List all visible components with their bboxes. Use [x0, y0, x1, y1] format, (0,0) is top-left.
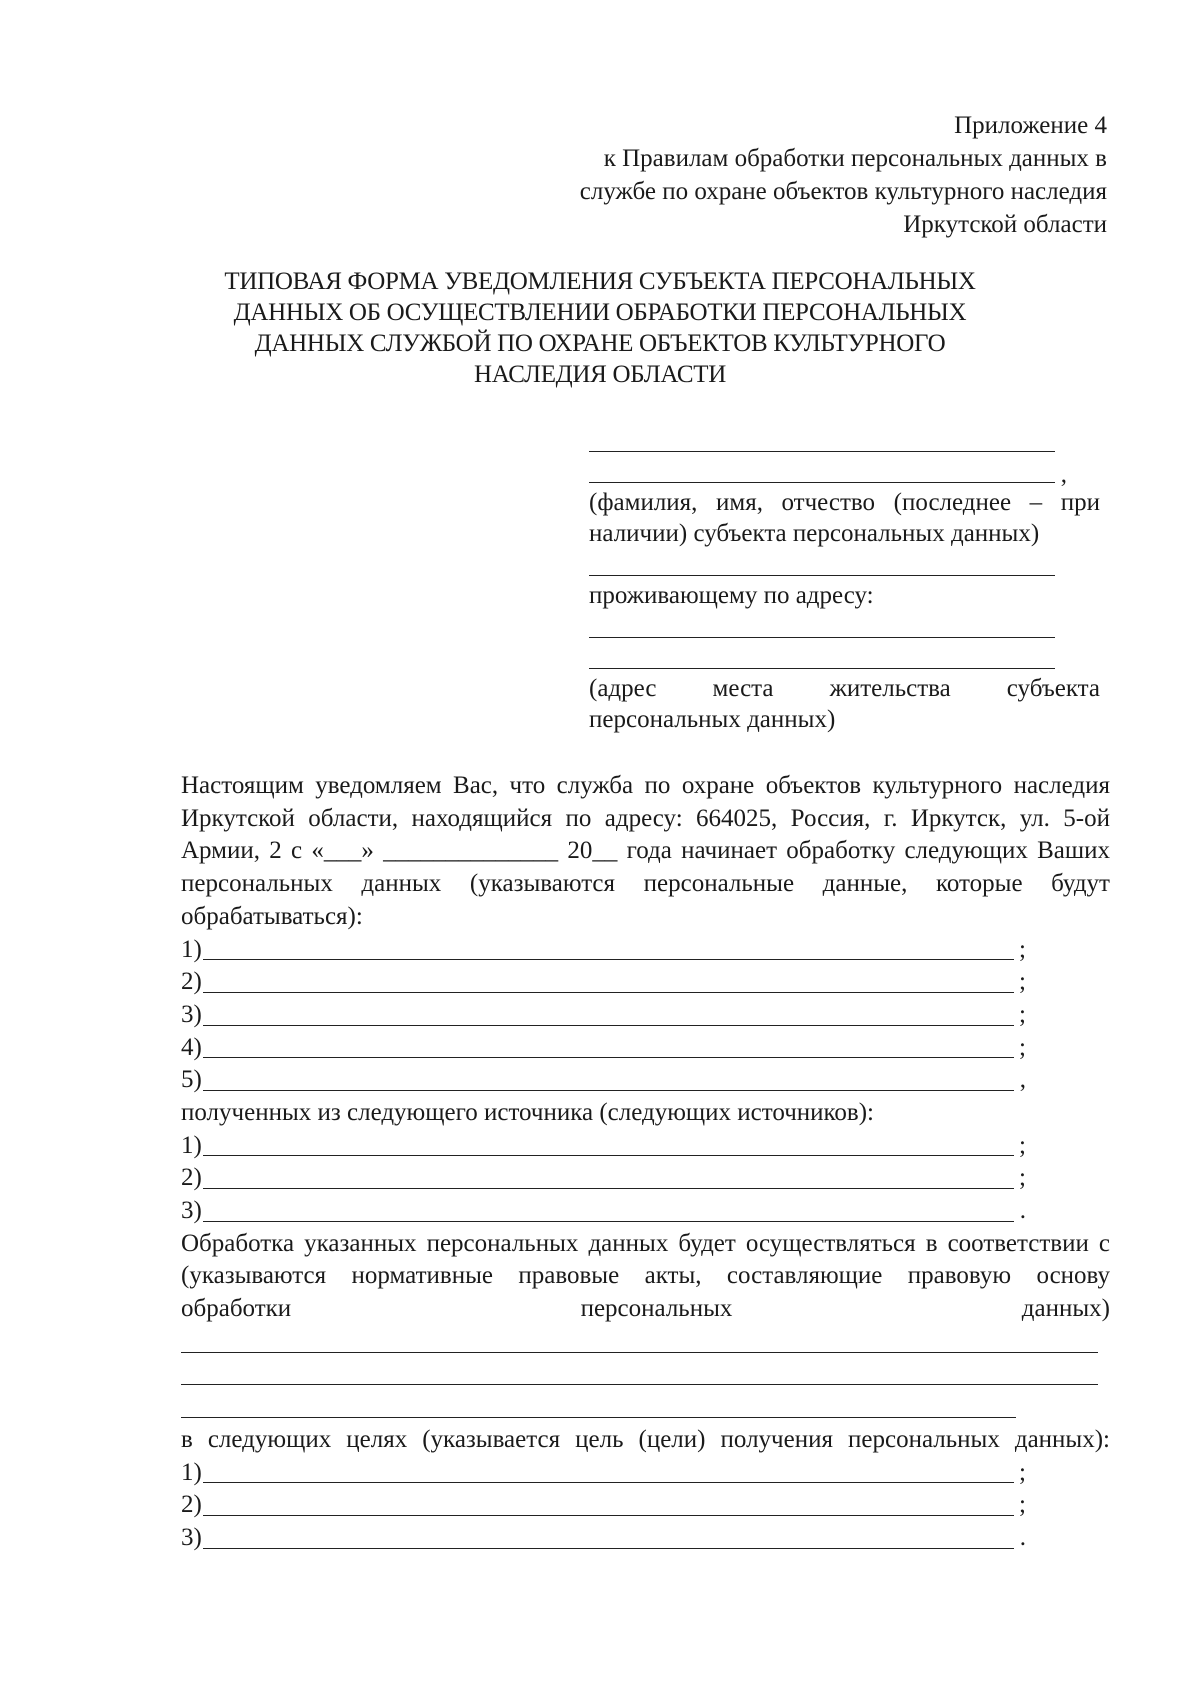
title-line-1: ТИПОВАЯ ФОРМА УВЕДОМЛЕНИЯ СУБЪЕКТА ПЕРСОНАЛЬНЫХ	[224, 268, 976, 295]
purpose-item-punctuation: .	[1019, 1523, 1026, 1551]
notice-paragraph: Настоящим уведомляем Вас, что служба по охране объектов культурного наследия Иркутской области, находящийся по адресу: 664025, Россия, г. Иркутск, ул. 5-ой Армии, 2 с «___» ______________ 20__ года начинает обработку следующих Ваших персональных данных (указываются персональные данные, которые будут обрабатываться):	[181, 772, 1110, 930]
name-caption-line-1: (фамилия, имя, отчество (последнее – при	[589, 489, 1100, 516]
personal-data-item-number: 3)	[181, 1000, 202, 1028]
purpose-item-2[interactable]	[181, 1489, 1026, 1522]
title-line-3: ДАННЫХ СЛУЖБОЙ ПО ОХРАНЕ ОБЪЕКТОВ КУЛЬТУРНОГО	[254, 330, 946, 357]
personal-data-item-1[interactable]	[181, 934, 1026, 967]
purpose-item-1[interactable]	[181, 1457, 1026, 1490]
blank-line	[203, 1155, 1014, 1156]
purposes-list	[181, 1457, 1110, 1555]
title-line-4: НАСЛЕДИЯ ОБЛАСТИ	[474, 361, 726, 388]
blank-line	[589, 482, 1055, 483]
personal-data-item-punctuation: ;	[1019, 1033, 1026, 1061]
blank-line	[589, 637, 1055, 638]
title-line-2: ДАННЫХ ОБ ОСУЩЕСТВЛЕНИИ ОБРАБОТКИ ПЕРСОНАЛЬНЫХ	[233, 299, 967, 326]
blank-line	[203, 1482, 1014, 1483]
address-caption-line-2: персональных данных)	[589, 706, 836, 733]
purposes-label: в следующих целях (указывается цель (цели) получения персональных данных):	[181, 1425, 1110, 1453]
source-item-punctuation: .	[1019, 1197, 1026, 1225]
name-field-2[interactable]	[589, 456, 1067, 487]
appendix-header	[407, 109, 1107, 241]
document-title	[195, 266, 1005, 390]
notice-body	[181, 770, 1110, 1555]
personal-data-item-number: 5)	[181, 1066, 202, 1094]
legal-basis-field-3[interactable]	[181, 1391, 1016, 1424]
personal-data-item-5[interactable]	[181, 1064, 1026, 1097]
purpose-item-punctuation: ;	[1019, 1491, 1026, 1519]
blank-line	[181, 1417, 1016, 1418]
purpose-item-3[interactable]	[181, 1522, 1026, 1555]
source-item-2[interactable]	[181, 1162, 1026, 1195]
source-item-punctuation: ;	[1019, 1164, 1026, 1192]
blank-line	[589, 451, 1055, 452]
blank-line	[203, 992, 1014, 993]
legal-basis-field-1[interactable]	[181, 1326, 1098, 1359]
blank-line	[203, 1548, 1014, 1549]
source-item-1[interactable]	[181, 1130, 1026, 1163]
blank-line	[203, 1057, 1014, 1058]
name-field-comma: ,	[1060, 461, 1067, 488]
personal-data-item-number: 1)	[181, 935, 202, 963]
blank-line	[203, 1221, 1014, 1222]
purpose-item-number: 1)	[181, 1458, 202, 1486]
appendix-reference-line-1: к Правилам обработки персональных данных в	[603, 145, 1107, 172]
name-field-1[interactable]	[589, 425, 1055, 456]
personal-data-item-number: 4)	[181, 1033, 202, 1061]
blank-line	[203, 1090, 1014, 1091]
legal-basis-paragraph: Обработка указанных персональных данных будет осуществляться в соответствии с (указываются нормативные правовые акты, составляющие правовую основу обработки персональных данных)	[181, 1229, 1110, 1323]
purpose-item-number: 2)	[181, 1491, 202, 1519]
source-item-3[interactable]	[181, 1195, 1026, 1228]
address-caption-line-1: (адрес места жительства субъекта	[589, 675, 1100, 702]
blank-line	[181, 1384, 1098, 1385]
recipient-block	[589, 425, 1100, 735]
blank-line	[589, 575, 1055, 576]
source-item-number: 2)	[181, 1164, 202, 1192]
appendix-reference-line-3: Иркутской области	[903, 211, 1107, 238]
source-item-number: 1)	[181, 1131, 202, 1159]
address-label: проживающему по адресу:	[589, 582, 874, 609]
blank-line	[181, 1352, 1098, 1353]
blank-line	[203, 1188, 1014, 1189]
legal-basis-field-2[interactable]	[181, 1359, 1098, 1392]
personal-data-item-2[interactable]	[181, 966, 1026, 999]
appendix-reference-line-2: службе по охране объектов культурного наследия	[579, 178, 1107, 205]
sources-label: полученных из следующего источника (следующих источников):	[181, 1098, 874, 1126]
address-field-1[interactable]	[589, 549, 1055, 580]
blank-line	[203, 959, 1014, 960]
blank-line	[203, 1515, 1014, 1516]
blank-line	[589, 668, 1055, 669]
address-field-3[interactable]	[589, 642, 1055, 673]
address-field-2[interactable]	[589, 611, 1055, 642]
purpose-item-punctuation: ;	[1019, 1458, 1026, 1486]
appendix-number: Приложение 4	[954, 112, 1107, 139]
source-item-punctuation: ;	[1019, 1131, 1026, 1159]
personal-data-item-number: 2)	[181, 968, 202, 996]
blank-line	[203, 1025, 1014, 1026]
personal-data-item-3[interactable]	[181, 999, 1026, 1032]
personal-data-item-punctuation: ;	[1019, 1000, 1026, 1028]
personal-data-item-punctuation: ;	[1019, 968, 1026, 996]
personal-data-item-4[interactable]	[181, 1032, 1026, 1065]
sources-list	[181, 1130, 1110, 1228]
personal-data-list	[181, 934, 1110, 1097]
purpose-item-number: 3)	[181, 1523, 202, 1551]
personal-data-item-punctuation: ;	[1019, 935, 1026, 963]
source-item-number: 3)	[181, 1197, 202, 1225]
personal-data-item-punctuation: ,	[1019, 1066, 1026, 1094]
name-caption-line-2: наличии) субъекта персональных данных)	[589, 520, 1040, 547]
